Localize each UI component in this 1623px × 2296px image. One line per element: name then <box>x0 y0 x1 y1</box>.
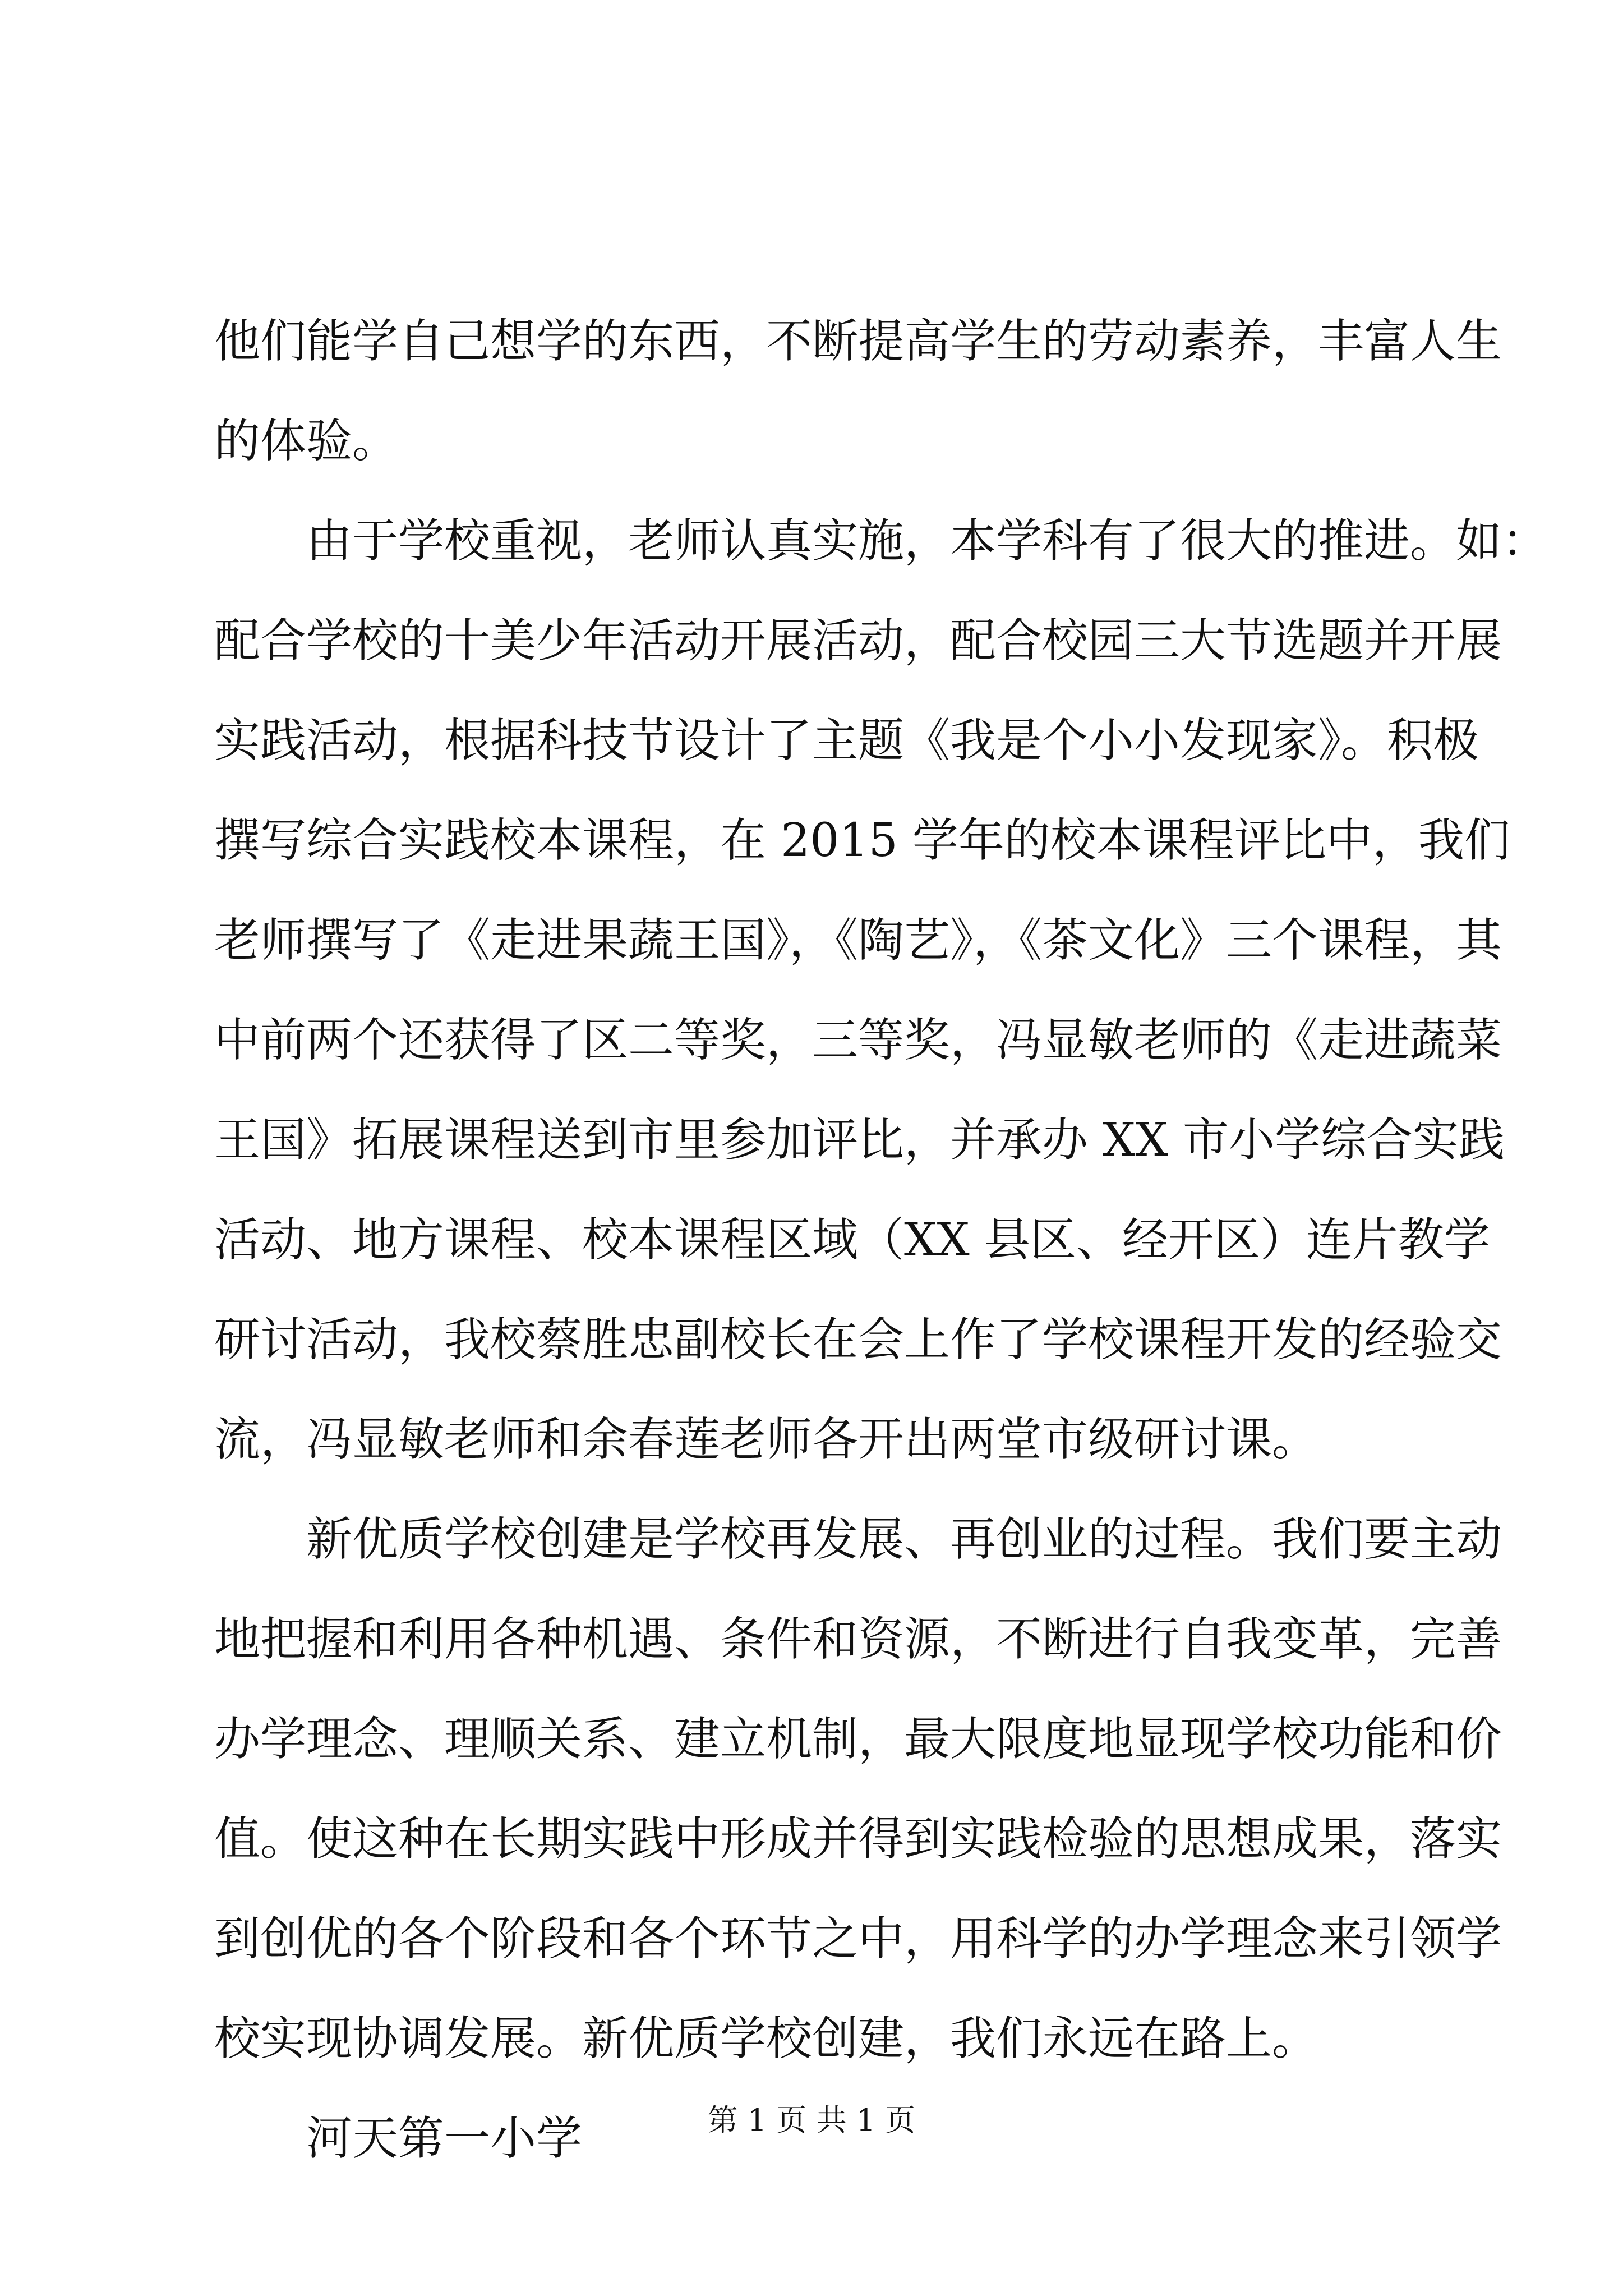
text-line: 的体验。 <box>214 415 399 468</box>
page-footer <box>0 2098 1623 2143</box>
paragraph-start-line: 新优质学校创建是学校再发展、再创业的过程。我们要主动 <box>306 1513 1502 1566</box>
text-line: 配合学校的十美少年活动开展活动，配合校园三大节选题并开展 <box>214 614 1502 668</box>
text-line: 流，冯显敏老师和余春莲老师各开出两堂市级研讨课。 <box>214 1413 1318 1466</box>
text-line: 研讨活动，我校蔡胜忠副校长在会上作了学校课程开发的经验交 <box>214 1313 1502 1366</box>
text-line: 校实现协调发展。新优质学校创建，我们永远在路上。 <box>214 2012 1318 2065</box>
text-line: 老师撰写了《走进果蔬王国》，《陶艺》，《茶文化》三个课程，其 <box>214 914 1502 967</box>
text-line: 中前两个还获得了区二等奖，三等奖，冯显敏老师的《走进蔬菜 <box>214 1014 1502 1067</box>
text-line: 值。使这种在长期实践中形成并得到实践检验的思想成果，落实 <box>214 1812 1502 1866</box>
paragraph-start-line: 由于学校重视，老师认真实施，本学科有了很大的推进。如： <box>306 514 1548 568</box>
page-number-label: 第 1 页 共 1 页 <box>707 2102 916 2138</box>
text-line: 到创优的各个阶段和各个环节之中，用科学的办学理念来引领学 <box>214 1912 1502 1966</box>
text-line: 活动、地方课程、校本课程区域（XX 县区、经开区）连片教学 <box>214 1213 1490 1267</box>
document-body <box>214 292 1548 2189</box>
signature-line: 河天第一小学 <box>306 2112 583 2165</box>
text-line: 王国》拓展课程送到市里参加评比，并承办 XX 市小学综合实践 <box>214 1114 1505 1167</box>
text-line: 实践活动，根据科技节设计了主题《我是个小小发现家》。积极 <box>214 714 1479 767</box>
text-line: 地把握和利用各种机遇、条件和资源，不断进行自我变革，完善 <box>214 1613 1502 1666</box>
text-line: 撰写综合实践校本课程，在 2015 学年的校本课程评比中，我们 <box>214 814 1510 867</box>
text-line: 办学理念、理顺关系、建立机制，最大限度地显现学校功能和价 <box>214 1713 1502 1766</box>
text-line: 他们能学自己想学的东西，不断提高学生的劳动素养，丰富人生 <box>214 315 1502 368</box>
